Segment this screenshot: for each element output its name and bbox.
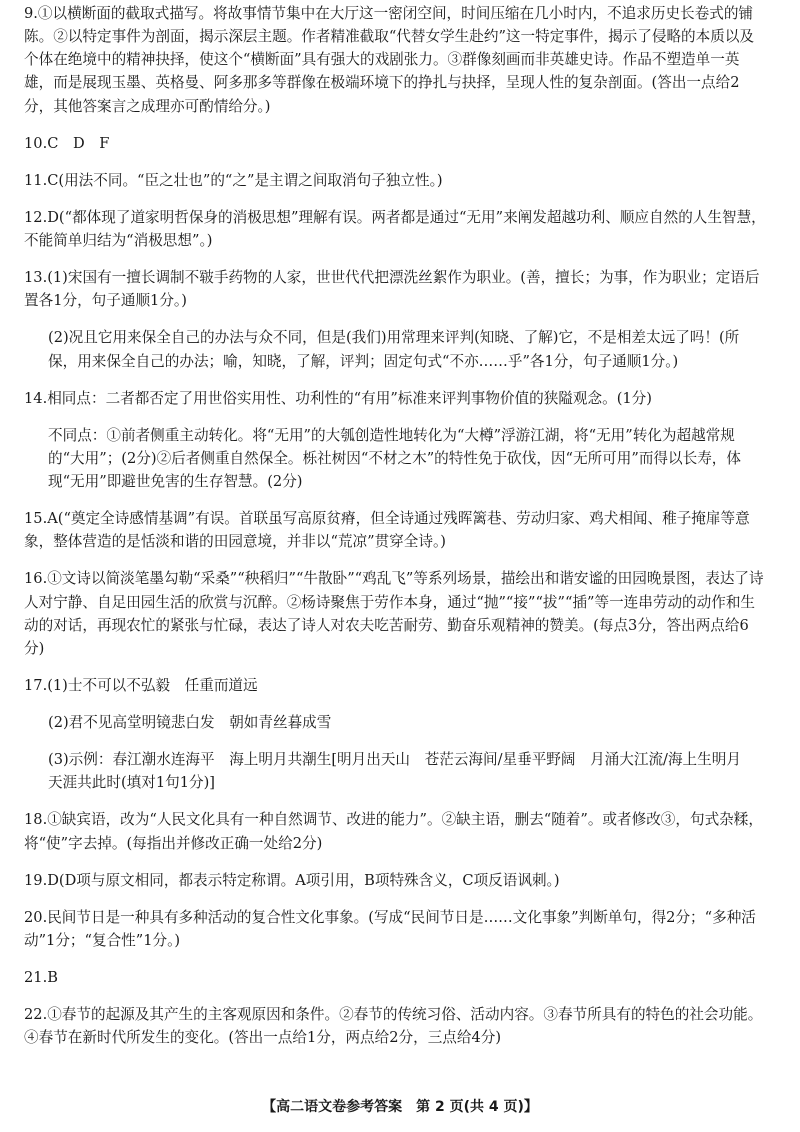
answer-19: 19.D(D项与原文相同，都表示特定称谓。A项引用，B项特殊含义，C项反语讽刺。) — [24, 871, 560, 889]
answer-14-difference: 不同点：①前者侧重主动转化。将“无用”的大瓠创造性地转化为“大樽”浮游江湖，将“无用”转化为超越常规的“大用”；(2分)②后者侧重自然保全。栎社树因“不材之木”的特性免于砍伐，因“无所可用”而得以长寿，体现“无用”即避世免害的生存智慧。(2分) — [48, 426, 741, 490]
answer-17-part3: (3)示例：春江潮水连海平 海上明月共潮生[明月出天山 苍茫云海间/星垂平野阔 月涌大江流/海上生明月 天涯共此时(填对1句1分)] — [48, 751, 756, 792]
answer-9: 9.①以横断面的截取式描写。将故事情节集中在大厅这一密闭空间，时间压缩在几小时内，不追求历史长卷式的铺陈。②以特定事件为剖面，揭示深层主题。作者精准截取“代替女学生赴约”这一特定事件，揭示了侵略的本质以及个体在绝境中的精神抉择，使这个“横断面”具有强大的戏剧张力。③群像刻画而非英雄史诗。作品不塑造单一英雄，而是展现玉墨、英格曼、阿多那多等群像在极端环境下的挣扎与抉择，呈现人性的复杂剖面。(答出一点给2分，其他答案言之成理亦可酌情给分。) — [24, 5, 755, 115]
answer-22: 22.①春节的起源及其产生的主客观原因和条件。②春节的传统习俗、活动内容。③春节所具有的特色的社会功能。④春节在新时代所发生的变化。(答出一点给1分，两点给2分，三点给4分) — [24, 1006, 763, 1047]
answer-13-part2: (2)况且它用来保全自己的办法与众不同，但是(我们)用常理来评判(知晓、了解)它，不是相差太远了吗！(所保，用来保全自己的办法；喻，知晓，了解，评判；固定句式“不亦……乎”各1分，句子通顺1分。) — [48, 329, 740, 370]
answer-12: 12.D(“都体现了道家明哲保身的消极思想”理解有误。两者都是通过“无用”来阐发超越功利、顺应自然的人生智慧，不能简单归结为“消极思想”。) — [24, 208, 766, 249]
answer-16: 16.①文诗以简淡笔墨勾勒“采桑”“秧稻归”“牛散卧”“鸡乱飞”等系列场景，描绘出和谐安谧的田园晚景图，表达了诗人对宁静、自足田园生活的欣赏与沉醉。②杨诗聚焦于劳作本身，通过“抛”“接”“拔”“插”等一连串劳动的动作和生动的对话，再现农忙的紧张与忙碌，表达了诗人对农夫吃苦耐劳、勤奋乐观精神的赞美。(每点3分，答出两点给6分) — [24, 570, 764, 657]
answer-14-similarity: 14.相同点：二者都否定了用世俗实用性、功利性的“有用”标准来评判事物价值的狭隘观念。(1分) — [24, 389, 652, 407]
answer-18: 18.①缺宾语，改为“人民文化具有一种自然调节、改进的能力”。②缺主语，删去“随着”。或者修改③，句式杂糅，将“使”字去掉。(每指出并修改正确一处给2分) — [24, 811, 763, 852]
answer-13-part1: 13.(1)宋国有一擅长调制不皲手药物的人家，世世代代把漂洗丝絮作为职业。(善，擅长；为事，作为职业；定语后置各1分，句子通顺1分。) — [24, 269, 760, 310]
answer-10: 10.C D F — [24, 134, 110, 152]
answer-21: 21.B — [24, 969, 58, 986]
answer-15: 15.A(“奠定全诗感情基调”有误。首联虽写高原贫瘠，但全诗通过残晖篱巷、劳动归家、鸡犬相闻、稚子掩扉等意象，整体营造的是恬淡和谐的田园意境，并非以“荒凉”贯穿全诗。) — [24, 510, 750, 551]
page-footer: 【高二语文卷参考答案 第 2 页(共 4 页)】 — [262, 1099, 538, 1115]
answer-11: 11.C(用法不同。“臣之壮也”的“之”是主谓之间取消句子独立性。) — [24, 171, 443, 189]
answer-17-part2: (2)君不见高堂明镜悲白发 朝如青丝暮成雪 — [48, 714, 332, 731]
answer-20: 20.民间节日是一种具有多种活动的复合性文化事象。(写成“民间节日是……文化事象”判断单句，得2分；“多种活动”1分；“复合性”1分。) — [24, 908, 756, 949]
answer-17-part1: 17.(1)士不可以不弘毅 任重而道远 — [24, 676, 258, 694]
